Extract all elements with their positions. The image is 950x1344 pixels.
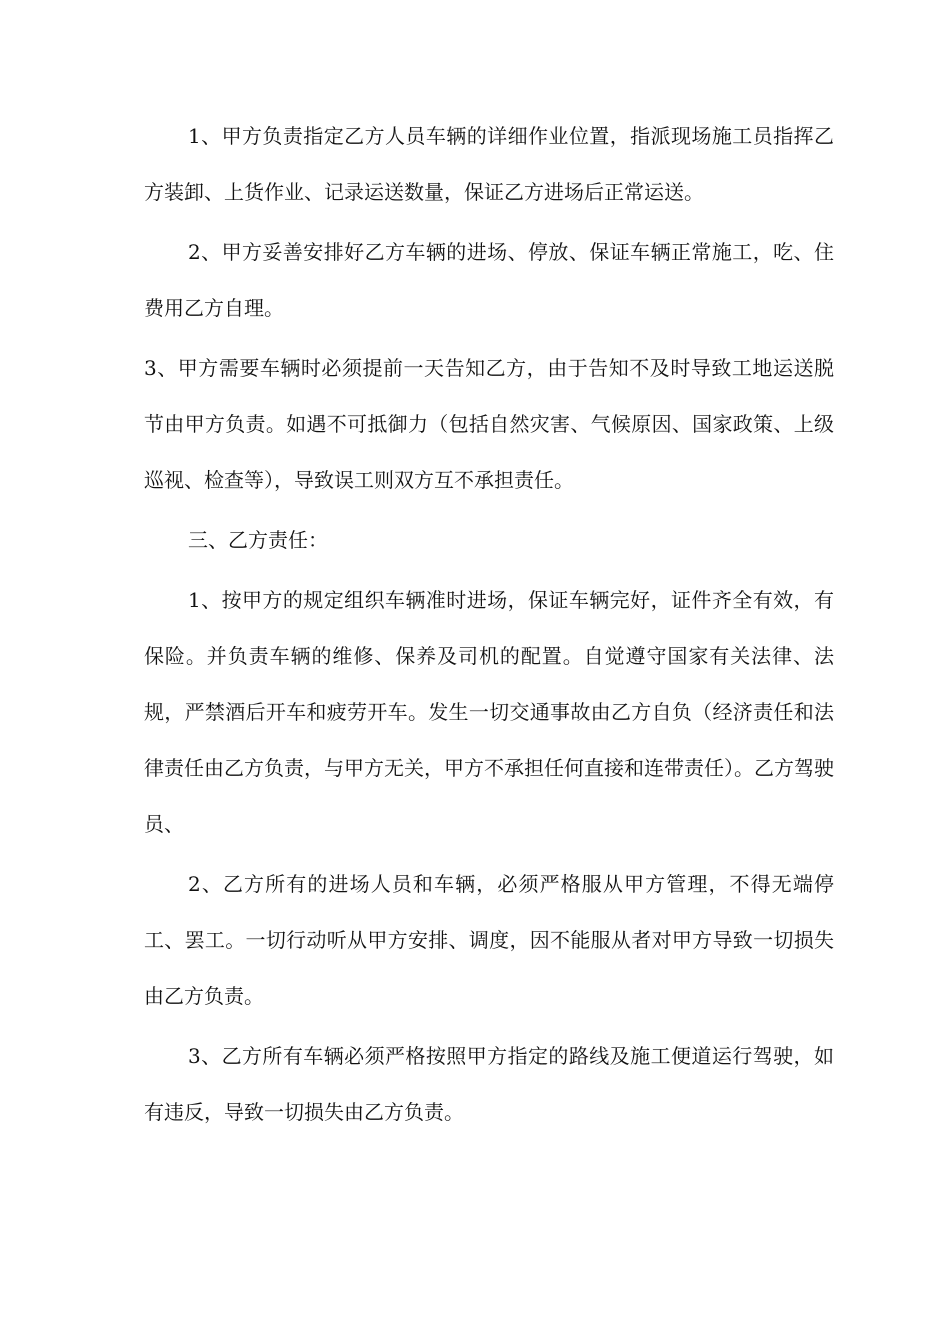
paragraph-party-b-2: 2、乙方所有的进场人员和车辆，必须严格服从甲方管理，不得无端停工、罢工。一切行动听从甲方安排、调度，因不能服从者对甲方导致一切损失由乙方负责。	[144, 872, 834, 1008]
document-body	[144, 108, 834, 1140]
section-heading-party-b: 三、乙方责任：	[188, 528, 328, 552]
paragraph-party-b-3: 3、乙方所有车辆必须严格按照甲方指定的路线及施工便道运行驾驶，如有违反，导致一切损失由乙方负责。	[144, 1044, 834, 1124]
paragraph-party-a-3: 3、甲方需要车辆时必须提前一天告知乙方，由于告知不及时导致工地运送脱节由甲方负责。如遇不可抵御力（包括自然灾害、气候原因、国家政策、上级巡视、检查等），导致误工则双方互不承担责任。	[144, 356, 834, 492]
paragraph-party-a-2: 2、甲方妥善安排好乙方车辆的进场、停放、保证车辆正常施工，吃、住费用乙方自理。	[144, 240, 834, 320]
paragraph-party-b-1: 1、按甲方的规定组织车辆准时进场，保证车辆完好，证件齐全有效，有保险。并负责车辆的维修、保养及司机的配置。自觉遵守国家有关法律、法规，严禁酒后开车和疲劳开车。发生一切交通事故由乙方自负（经济责任和法律责任由乙方负责，与甲方无关，甲方不承担任何直接和连带责任）。乙方驾驶员、	[144, 588, 834, 836]
paragraph-party-a-1: 1、甲方负责指定乙方人员车辆的详细作业位置，指派现场施工员指挥乙方装卸、上货作业、记录运送数量，保证乙方进场后正常运送。	[144, 124, 834, 204]
